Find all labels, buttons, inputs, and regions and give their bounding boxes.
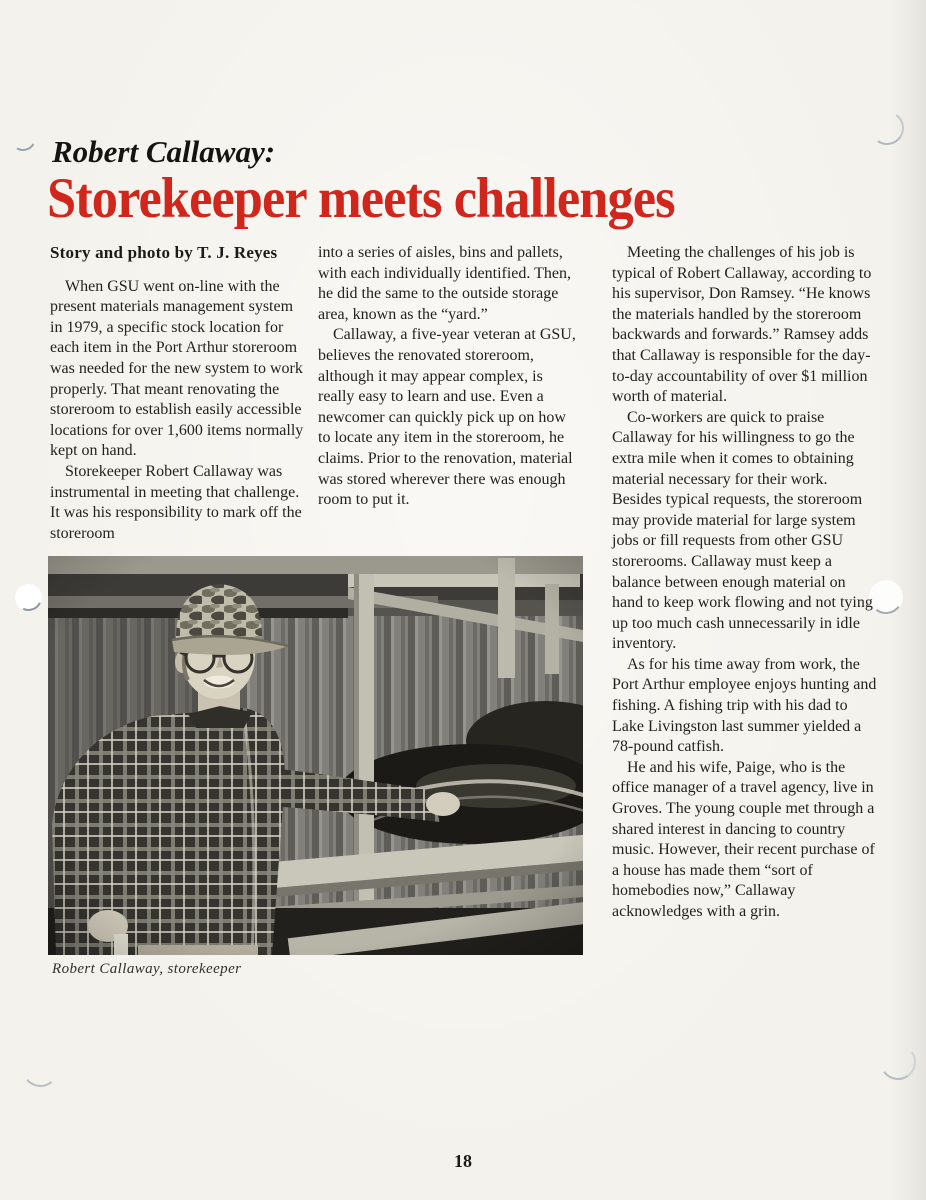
photo-caption: Robert Callaway, storekeeper xyxy=(52,961,242,977)
paragraph: Storekeeper Robert Callaway was instrumental in meeting that challenge. It was his responsibility to mark off the storeroom xyxy=(50,462,302,542)
paragraph: into a series of aisles, bins and pallets, with each individually identified. Then, he did the same to the outside storage area, known as the “yard.” xyxy=(318,244,571,323)
paragraph: As for his time away from work, the Port Arthur employee enjoys hunting and fishing. A fishing trip with his dad to Lake Livingston last summer yielded a 78-pound catfish. xyxy=(612,655,877,756)
punch-hole-bottom-right xyxy=(877,1041,919,1083)
paragraph: When GSU went on-line with the present materials management system in 1979, a specific stock location for each item in the Port Arthur storeroom was needed for the new system to work properly. That meant renovating the storeroom to establish easily accessible locations for over 1,600 items normally kept on hand. xyxy=(50,277,304,460)
article-kicker: Robert Callaway: xyxy=(52,134,276,169)
punch-hole-top-right xyxy=(867,108,906,147)
storeroom-photo xyxy=(48,556,583,955)
storeroom-photo-illustration xyxy=(48,556,583,955)
paragraph: He and his wife, Paige, who is the office manager of a travel agency, live in Groves. The young couple met through a shared interest in dancing to country music. However, their recent purchase of a house has made them “sort of homebodies now,” Callaway acknowledges with a grin. xyxy=(612,758,875,920)
article-headline: Storekeeper meets challenges xyxy=(47,167,675,230)
text-column-2 xyxy=(318,243,578,511)
paragraph: Callaway, a five-year veteran at GSU, believes the renovated storeroom, although it may appear complex, is really easy to learn and use. Even a newcomer can quickly pick up on how to locate any item in the storeroom, he claims. Prior to the renovation, material was stored wherever there was enough room to put it. xyxy=(318,326,576,509)
byline: Story and photo by T. J. Reyes xyxy=(50,243,278,262)
punch-hole-bottom-left xyxy=(20,1048,60,1088)
punch-hole-top-left xyxy=(7,122,39,154)
text-column-1 xyxy=(50,243,308,544)
page-number: 18 xyxy=(454,1151,472,1171)
paragraph: Co-workers are quick to praise Callaway for his willingness to go the extra mile when it comes to obtaining material necessary for their work. Besides typical requests, the storeroom may provide material for large system jobs or fill requests from other GSU storerooms. Callaway must keep a balance between enough material on hand to keep work flowing and not tying up too much cash unnecessarily in idle inventory. xyxy=(612,408,873,653)
text-column-3 xyxy=(612,243,880,923)
paragraph: Meeting the challenges of his job is typical of Robert Callaway, according to his supervisor, Don Ramsey. “He knows the materials handled by the storeroom backwards and forwards.” Ramsey adds that Callaway is responsible for the day-to-day accountability of over $1 million worth of material. xyxy=(612,244,872,406)
punch-hole-middle-left xyxy=(11,580,46,615)
